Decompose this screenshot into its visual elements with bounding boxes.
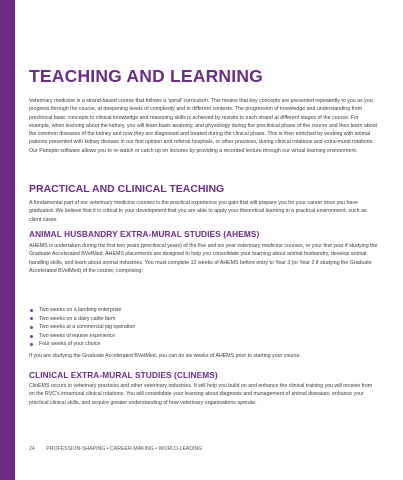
list-item-label: Two weeks on a dairy cattle farm: [39, 315, 116, 322]
list-item: [29, 340, 135, 349]
footer-tagline: PROFESSION-SHAPING • CAREER-MAKING • WORLD-LEADING: [46, 446, 203, 452]
section-title: TEACHING AND LEARNING: [29, 66, 263, 86]
sidebar-accent-bar: [0, 0, 15, 480]
practical-heading: PRACTICAL AND CLINICAL TEACHING: [29, 183, 225, 195]
page-footer: [29, 446, 202, 452]
page-number: 24: [29, 446, 35, 452]
list-item-label: Four weeks of your choice: [39, 341, 101, 348]
bullet-icon: [30, 317, 33, 320]
ahems-list: [29, 306, 135, 349]
ahems-paragraph: AHEMS is undertaken during the first two years (preclinical years) of the five and six year veterinary medicine courses, or your first year if studying the Graduate Accelerated BVetMed. AHEMS placements are designed to help you consolidate your learning about animal husbandry, develop animal handling skills, and learn about animal industries. You must complete 12 weeks of AHEMS before entry to Year 3 (or Year 2 if studying the Graduate Accelerated BVetMed) of the course, comprising:: [29, 243, 378, 274]
list-item: [29, 306, 135, 315]
list-item: [29, 323, 135, 332]
list-item: [29, 332, 135, 341]
list-item: [29, 315, 135, 324]
clinems-heading: CLINICAL EXTRA-MURAL STUDIES (CLINEMS): [29, 370, 218, 380]
list-item-label: Two weeks at a commercial pig operation: [39, 324, 136, 331]
ahems-note: If you are studying the Graduate Accelerated BVetMed, you can do six weeks of AHEMS prior to starting your course.: [29, 353, 301, 359]
bullet-icon: [30, 326, 33, 329]
practical-paragraph: A fundamental part of our veterinary medicine courses is the practical experience you gain that will prepare you for your career once you have graduated. We believe that it is critical to your development that you are able to apply your theoretical learning in a practical environment, such as client cases.: [29, 200, 367, 223]
list-item-label: Two weeks of equine experience: [39, 332, 116, 339]
clinems-paragraph: ClinEMS occurs in veterinary practices and other veterinary industries. It will help you build on and enhance the clinical training you will receive from on the RVC's intramural clinical rotations. You will consolidate your learning about diagnosis and management of animal diseases, enhance your practical clinical skills, and acquire greater understanding of how veterinary organisations operate.: [29, 383, 373, 406]
bullet-icon: [30, 309, 33, 312]
ahems-heading: ANIMAL HUSBANDRY EXTRA-MURAL STUDIES (AHEMS): [29, 229, 260, 239]
list-item-label: Two weeks on a lambing enterprise: [39, 307, 122, 313]
bullet-icon: [30, 343, 33, 346]
bullet-icon: [30, 335, 33, 338]
intro-paragraph: Veterinary medicine is a strand-based course that follows a 'spiral' curriculum. This means that key concepts are presented repeatedly to you as you progress through the course, at deepening levels of complexity and in different contexts. The progression of knowledge and understanding from preclinical basic concepts to clinical knowledge and reasoning skills is achieved by revisits to each strand at different stages of the course. For example, when learning about the kidney, you will learn basic anatomy, and physiology during the preclinical phase of the course and then learn about the common diseases of the kidney and how they are diagnosed and treated during the clinical phase. This is then enriched by working with animal patients presented with kidney disease in our first opinion and referral hospitals, or other practices, during clinical rotations and extra-mural rotations. Our Panopto software allows you to re-watch or catch up on lectures by providing a recorded lecture through our virtual learning environment.: [29, 98, 377, 154]
